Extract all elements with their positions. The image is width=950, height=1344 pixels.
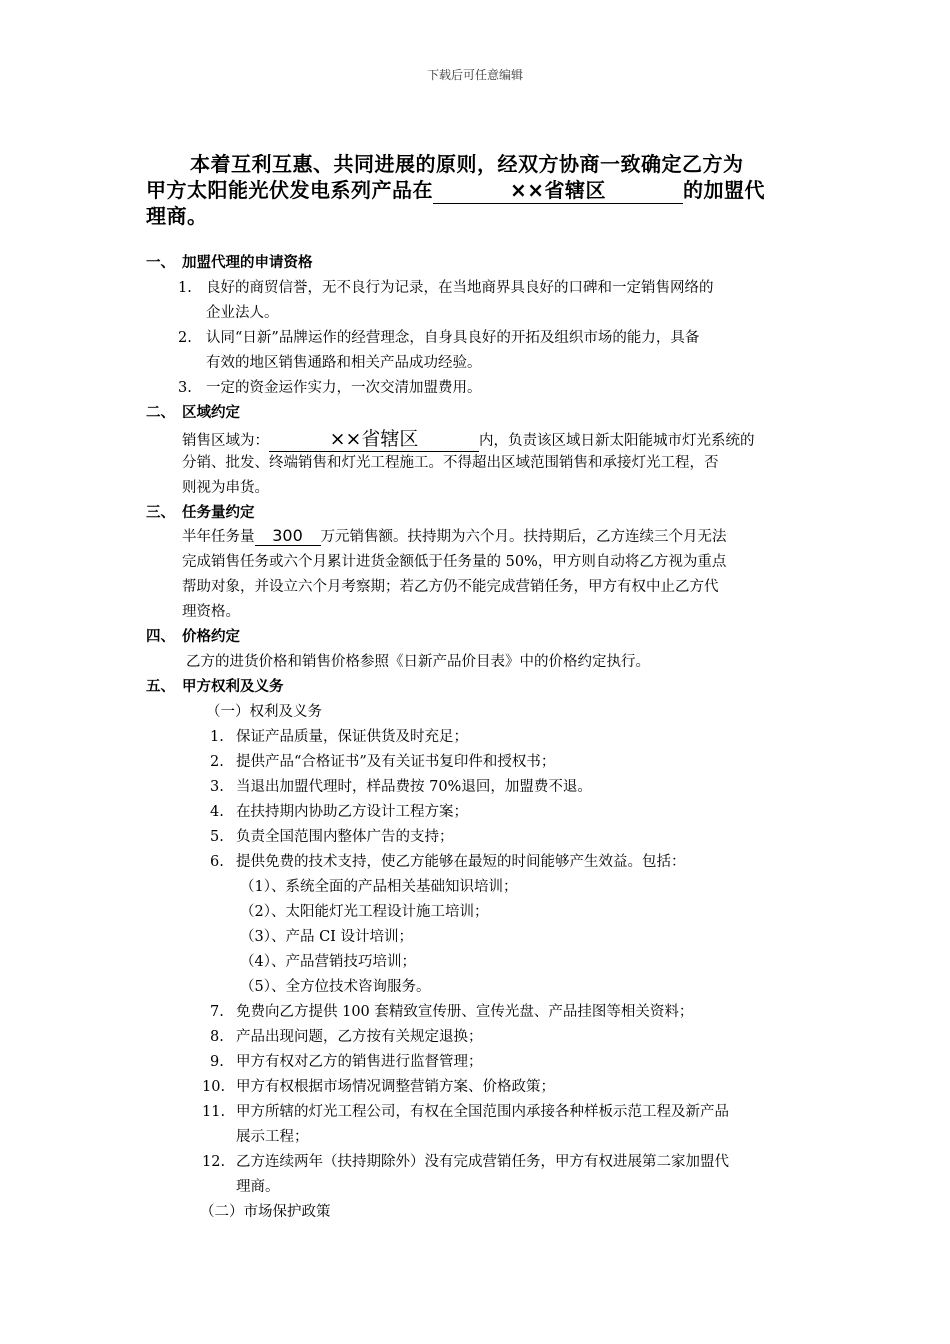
s5-item-1 [210, 725, 468, 746]
section-4-heading [146, 625, 240, 646]
section-2-heading [146, 401, 240, 422]
s5-item-1-number: 1. [210, 729, 224, 745]
s1-item-1-line-1 [178, 276, 714, 297]
s5-item-2-text: 提供产品“合格证书”及有关证书复印件和授权书； [236, 754, 556, 770]
s5-item-9-number: 9. [210, 1054, 224, 1070]
s5-item-4 [210, 800, 468, 821]
s3-quota: 300 [255, 526, 321, 546]
s5-item-1-text: 保证产品质量，保证供货及时充足； [236, 729, 468, 745]
s5-item-11-number: 11. [202, 1104, 226, 1120]
section-5-number: 五、 [146, 679, 175, 695]
s5-item-3-number: 3. [210, 779, 224, 795]
intro-region: ××省辖区 [433, 174, 683, 204]
s5-item-5 [210, 825, 454, 846]
s5-item-8-text: 产品出现问题，乙方按有关规定退换； [236, 1029, 483, 1045]
s1-item-1-number: 1. [178, 280, 192, 296]
section-2-number: 二、 [146, 405, 175, 421]
s5-item-5-number: 5. [210, 829, 224, 845]
s5-item-9 [210, 1050, 483, 1071]
s5-item-6-text: 提供免费的技术支持，使乙方能够在最短的时间能够产生效益。包括： [236, 854, 686, 870]
section-4-number: 四、 [146, 629, 175, 645]
intro-line-2-after: 的加盟代 [683, 178, 765, 202]
s2-region: ××省辖区 [269, 424, 479, 452]
section-3-number: 三、 [146, 505, 175, 521]
section-4-title: 价格约定 [182, 629, 240, 645]
s5-item-8-number: 8. [210, 1029, 224, 1045]
watermark-header: 下载后可任意编辑 [426, 68, 523, 82]
s1-item-1-text: 良好的商贸信誉，无不良行为记录，在当地商界具良好的口碑和一定销售网络的 [206, 280, 714, 296]
s4-line-1: 乙方的进货价格和销售价格参照《日新产品价目表》中的价格约定执行。 [186, 654, 650, 670]
s5-item-3 [210, 775, 592, 796]
s5-item-7-number: 7. [210, 1004, 224, 1020]
s1-item-3-text: 一定的资金运作实力，一次交清加盟费用。 [206, 380, 482, 396]
s5-item-5-text: 负责全国范围内整体广告的支持； [236, 829, 454, 845]
s5-training-4: （4）、产品营销技巧培训； [240, 954, 416, 970]
section-1-number: 一、 [146, 255, 175, 271]
s3-line-1-after: 万元销售额。扶持期为六个月。扶持期后，乙方连续三个月无法 [320, 529, 727, 545]
s5-item-10-text: 甲方有权根据市场情况调整营销方案、价格政策； [236, 1079, 555, 1095]
s5-item-8 [210, 1025, 483, 1046]
section-2-title: 区域约定 [182, 405, 240, 421]
s5-training-3: （3）、产品 CI 设计培训； [240, 929, 414, 945]
s5-item-10-number: 10. [202, 1079, 226, 1095]
s5-item-4-number: 4. [210, 804, 224, 820]
s5-subheading-2: （二）市场保护政策 [200, 1204, 331, 1220]
s2-line-1-after: 内，负责该区域日新太阳能城市灯光系统的 [479, 433, 755, 449]
intro-line-1: 本着互利互惠、共同进展的原则，经双方协商一致确定乙方为 [190, 152, 744, 176]
s5-training-2: （2）、太阳能灯光工程设计施工培训； [240, 904, 489, 920]
s5-item-12-line-2: 理商。 [236, 1179, 280, 1195]
s5-item-7-text: 免费向乙方提供 100 套精致宣传册、宣传光盘、产品挂图等相关资料； [236, 1004, 694, 1020]
s5-item-11-text: 甲方所辖的灯光工程公司，有权在全国范围内承接各种样板示范工程及新产品 [236, 1104, 729, 1120]
s5-item-6-number: 6. [210, 854, 224, 870]
s3-line-2: 完成销售任务或六个月累计进货金额低于任务量的 50%，甲方则自动将乙方视为重点 [182, 554, 727, 570]
s3-line-1-before: 半年任务量 [182, 529, 255, 545]
intro-line-3: 理商。 [146, 204, 208, 228]
s3-line-1 [182, 525, 727, 546]
s1-item-1-line-2: 企业法人。 [206, 305, 279, 321]
section-1-heading [146, 251, 313, 272]
s1-item-2-line-2: 有效的地区销售通路和相关产品成功经验。 [206, 355, 482, 371]
s5-item-12 [202, 1150, 729, 1171]
section-1-title: 加盟代理的申请资格 [182, 255, 313, 271]
s5-item-12-text: 乙方连续两年（扶持期除外）没有完成营销任务，甲方有权进展第二家加盟代 [236, 1154, 729, 1170]
s5-training-1: （1）、系统全面的产品相关基础知识培训； [240, 879, 518, 895]
section-3-title: 任务量约定 [182, 505, 255, 521]
s5-subheading-1: （一）权利及义务 [206, 704, 322, 720]
s1-item-2-number: 2. [178, 330, 192, 346]
intro-line-2 [146, 174, 765, 204]
section-5-title: 甲方权利及义务 [182, 679, 284, 695]
s5-item-9-text: 甲方有权对乙方的销售进行监督管理； [236, 1054, 483, 1070]
s5-item-6 [210, 850, 686, 871]
s5-item-2-number: 2. [210, 754, 224, 770]
s1-item-3-number: 3. [178, 380, 192, 396]
s5-item-11-line-2: 展示工程； [236, 1129, 309, 1145]
s1-item-2-text: 认同“日新”品牌运作的经营理念，自身具良好的开拓及组织市场的能力，具备 [206, 330, 700, 346]
s5-training-5: （5）、全方位技术咨询服务。 [240, 979, 431, 995]
s5-item-11 [202, 1100, 729, 1121]
section-5-heading [146, 675, 284, 696]
s3-line-4: 理资格。 [182, 604, 240, 620]
s5-item-10 [202, 1075, 555, 1096]
section-3-heading [146, 501, 255, 522]
s1-item-3-line-1 [178, 376, 482, 397]
s2-line-1 [182, 424, 755, 452]
s1-item-2-line-1 [178, 326, 699, 347]
s3-line-3: 帮助对象，并设立六个月考察期；若乙方仍不能完成营销任务，甲方有权中止乙方代 [182, 579, 719, 595]
s2-line-2: 分销、批发、终端销售和灯光工程施工。不得超出区域范围销售和承接灯光工程，否 [182, 455, 719, 471]
s2-line-1-before: 销售区域为： [182, 433, 269, 449]
s5-item-7 [210, 1000, 693, 1021]
s5-item-2 [210, 750, 555, 771]
s5-item-4-text: 在扶持期内协助乙方设计工程方案； [236, 804, 468, 820]
intro-line-2-before: 甲方太阳能光伏发电系列产品在 [146, 178, 433, 202]
s5-item-12-number: 12. [202, 1154, 226, 1170]
s2-line-3: 则视为串货。 [182, 480, 269, 496]
s5-item-3-text: 当退出加盟代理时，样品费按 70%退回，加盟费不退。 [236, 779, 592, 795]
